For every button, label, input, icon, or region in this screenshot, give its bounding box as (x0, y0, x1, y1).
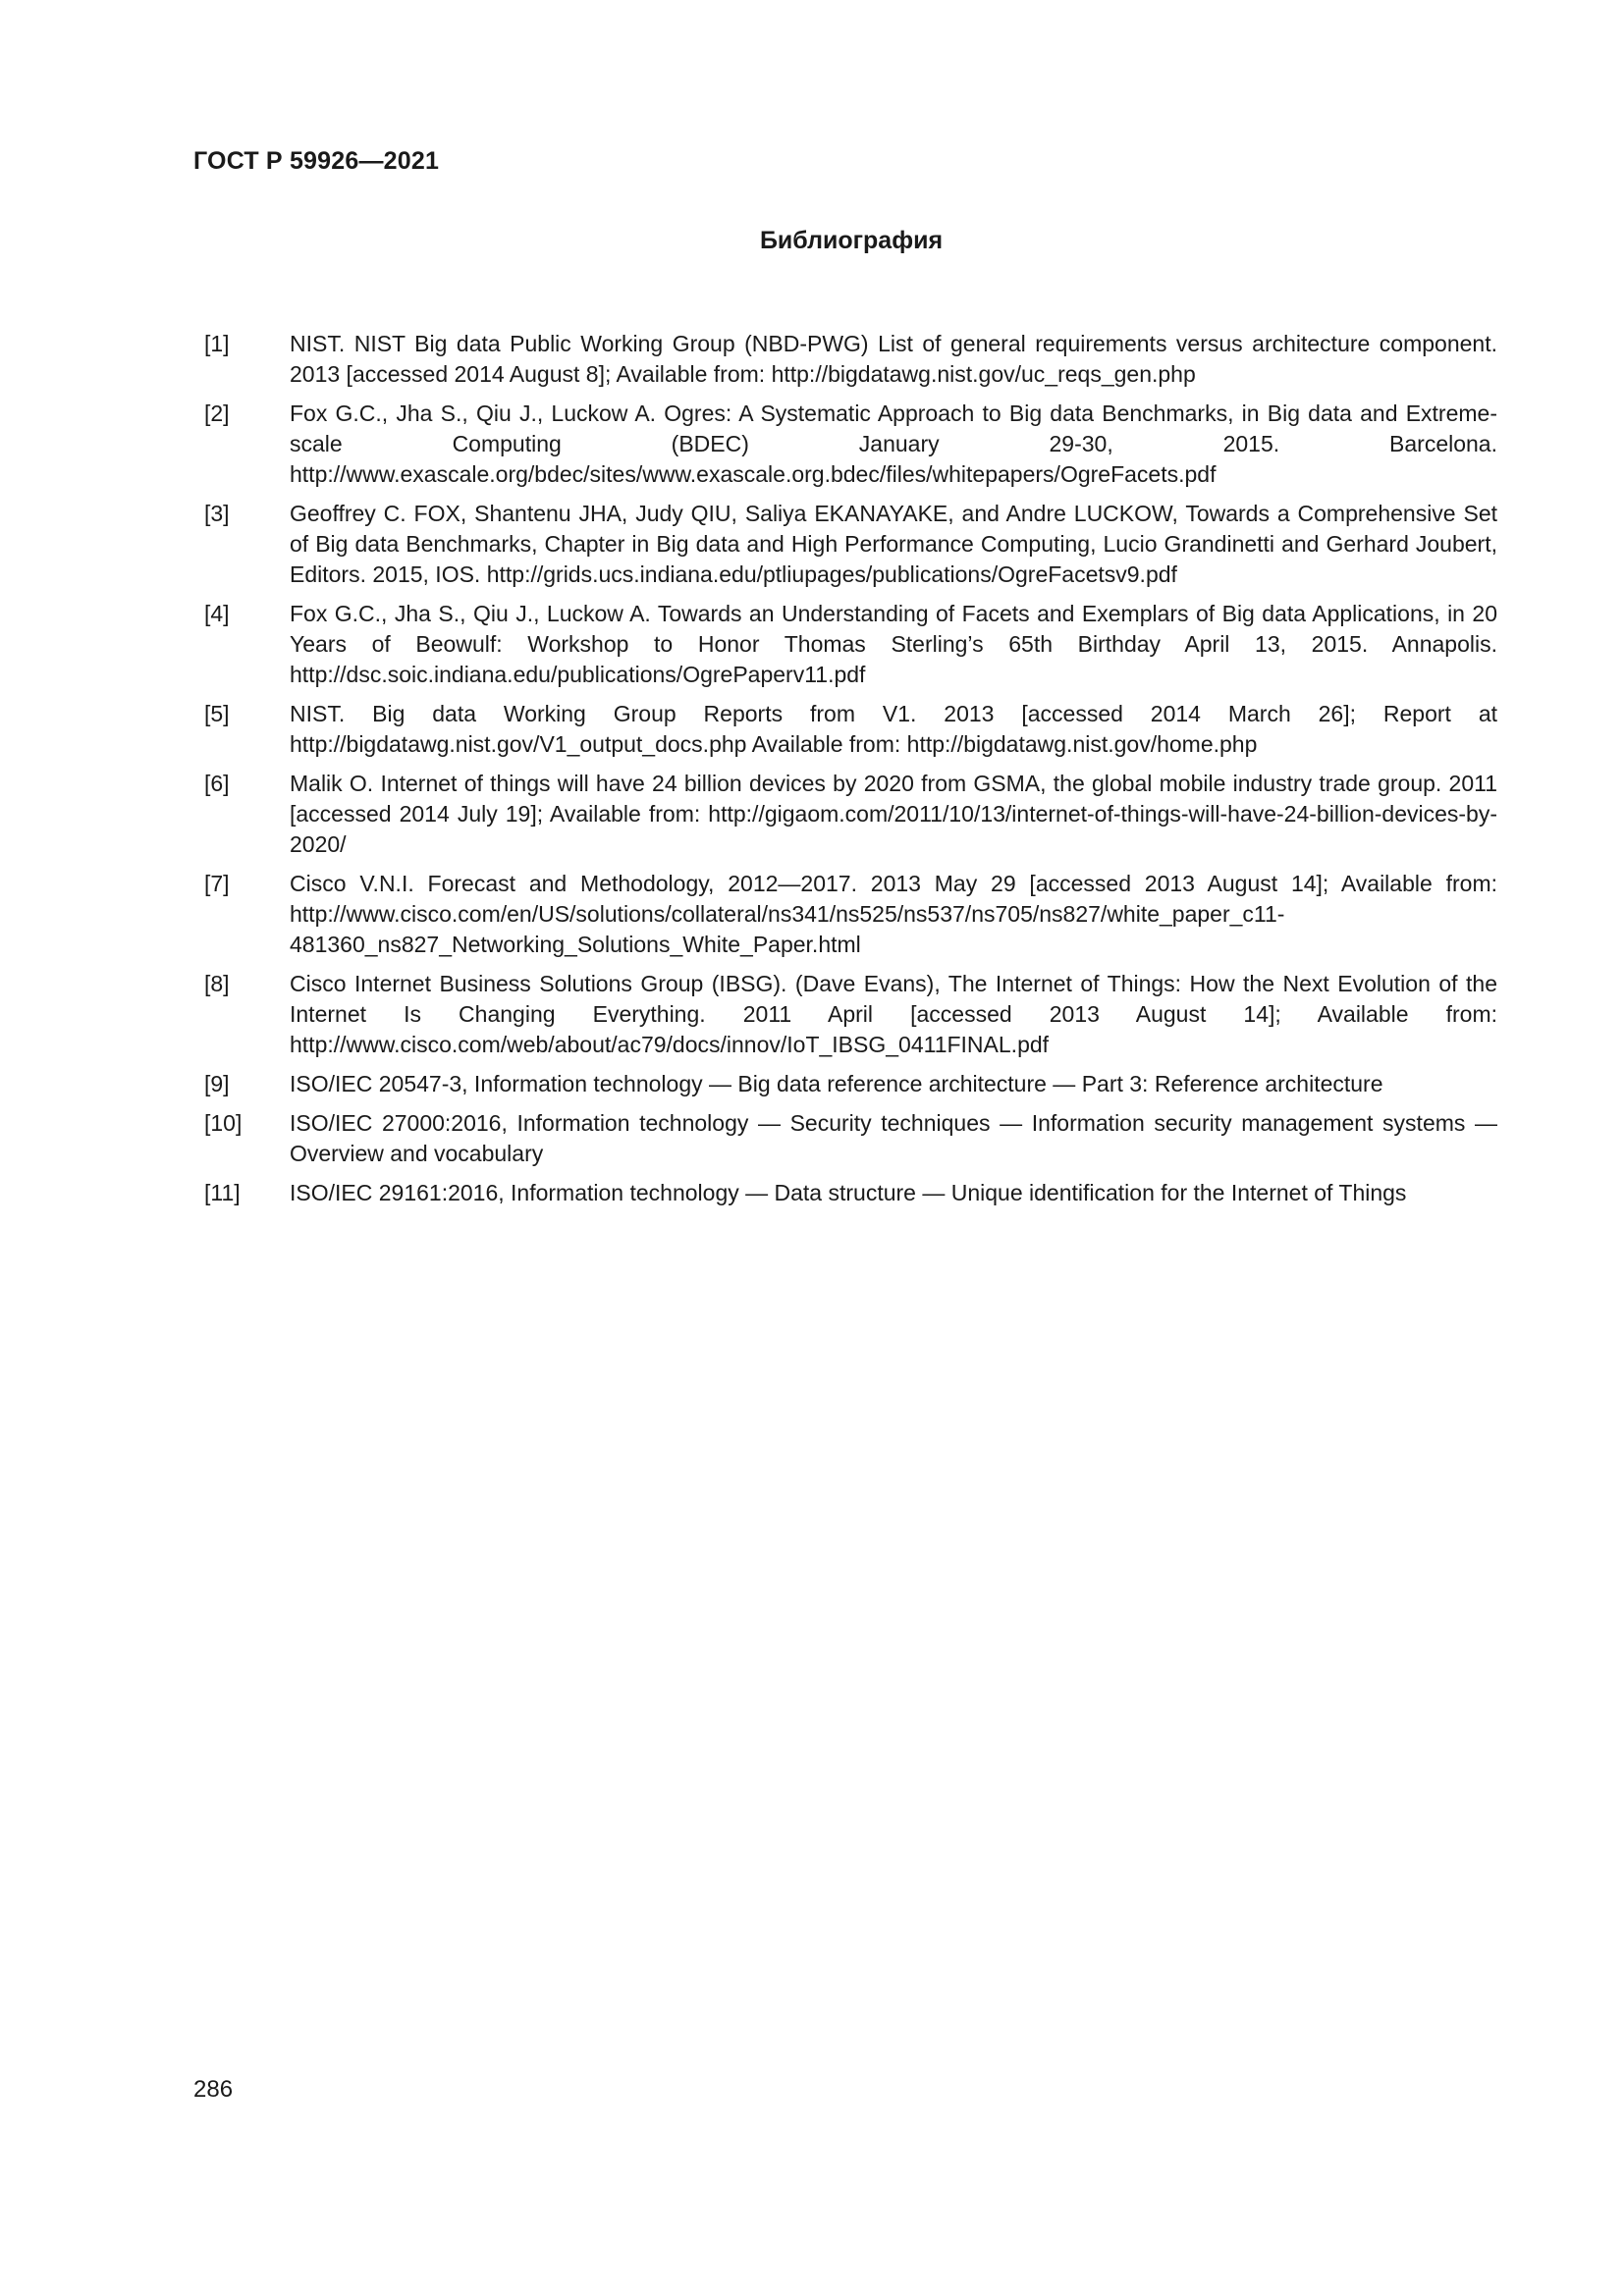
entry-number: [8] (204, 971, 230, 996)
entry-number: [5] (204, 701, 230, 726)
entry-text: Geoffrey C. FOX, Shantenu JHA, Judy QIU, Saliya EKANAYAKE, and Andre LUCKOW, Towards a Comprehensive Set of Big data Benchmarks, Chapter in Big data and High Performance Computing, Lucio Grandinetti and Gerhard Joubert, Editors. 2015, IOS. http://grids.ucs.indiana.edu/ptliupages/publications/OgreFacetsv9.pdf (290, 501, 1497, 587)
bibliography-entry-10 (204, 1108, 1497, 1169)
bibliography-entry-1 (204, 329, 1497, 390)
bibliography-entry-3 (204, 499, 1497, 590)
entry-text: ISO/IEC 29161:2016, Information technology — Data structure — Unique identification for the Internet of Things (290, 1180, 1407, 1205)
entry-text: Fox G.C., Jha S., Qiu J., Luckow A. Towards an Understanding of Facets and Exemplars of Big data Applications, in 20 Years of Beowulf: Workshop to Honor Thomas Sterling’s 65th Birthday April 13, 2015. Annapolis. http://dsc.soic.indiana.edu/publications/OgrePaperv11.pdf (290, 601, 1497, 687)
bibliography-entry-8 (204, 969, 1497, 1060)
entry-number: [6] (204, 771, 230, 796)
entry-number: [7] (204, 871, 230, 896)
document-standard-id: ГОСТ Р 59926—2021 (193, 147, 440, 175)
entry-text: Malik O. Internet of things will have 24 billion devices by 2020 from GSMA, the global mobile industry trade group. 2011 [accessed 2014 July 19]; Available from: http://gigaom.com/2011/10/13/internet-of-things-will-have-24-billion-devices-by-2020/ (290, 771, 1497, 857)
page-number: 286 (193, 2076, 234, 2103)
bibliography-title: Библиография (759, 227, 944, 254)
bibliography-entry-2 (204, 399, 1497, 490)
bibliography-entry-6 (204, 769, 1497, 860)
entry-text: ISO/IEC 20547-3, Information technology — Big data reference architecture — Part 3: Reference architecture (290, 1071, 1383, 1096)
entry-number: [9] (204, 1071, 230, 1096)
entry-number: [10] (204, 1110, 243, 1136)
entry-number: [1] (204, 331, 230, 356)
bibliography-list (204, 329, 1497, 1217)
bibliography-entry-9 (204, 1069, 1497, 1099)
entry-number: [3] (204, 501, 230, 526)
entry-text: NIST. Big data Working Group Reports from V1. 2013 [accessed 2014 March 26]; Report at http://bigdatawg.nist.gov/V1_output_docs.php Available from: http://bigdatawg.nist.gov/home.php (290, 701, 1497, 757)
bibliography-entry-4 (204, 599, 1497, 690)
entry-text: Fox G.C., Jha S., Qiu J., Luckow A. Ogres: A Systematic Approach to Big data Benchmarks, in Big data and Extreme-scale Computing (BDEC) January 29-30, 2015. Barcelona. http://www.exascale.org/bdec/sites/www.exascale.org.bdec/files/whitepapers/OgreFacets.pdf (290, 400, 1497, 487)
entry-text: Cisco V.N.I. Forecast and Methodology, 2012—2017. 2013 May 29 [accessed 2013 August 14]; Available from: http://www.cisco.com/en/US/solutions/collateral/ns341/ns525/ns537/ns705/ns827/white_paper_c11-481360_ns827_Networking_Solutions_White_Paper.html (290, 871, 1497, 957)
bibliography-entry-7 (204, 869, 1497, 960)
bibliography-entry-5 (204, 699, 1497, 760)
bibliography-entry-11 (204, 1178, 1497, 1208)
entry-number: [4] (204, 601, 230, 626)
entry-number: [11] (204, 1180, 241, 1205)
entry-text: NIST. NIST Big data Public Working Group (NBD-PWG) List of general requirements versus architecture component. 2013 [accessed 2014 August 8]; Available from: http://bigdatawg.nist.gov/uc_reqs_gen.php (290, 331, 1497, 387)
entry-text: Cisco Internet Business Solutions Group (IBSG). (Dave Evans), The Internet of Things: How the Next Evolution of the Internet Is Changing Everything. 2011 April [accessed 2013 August 14]; Available from: http://www.cisco.com/web/about/ac79/docs/innov/IoT_IBSG_0411FINAL.pdf (290, 971, 1497, 1057)
entry-text: ISO/IEC 27000:2016, Information technology — Security techniques — Information security management systems — Overview and vocabulary (290, 1110, 1497, 1166)
entry-number: [2] (204, 400, 230, 426)
